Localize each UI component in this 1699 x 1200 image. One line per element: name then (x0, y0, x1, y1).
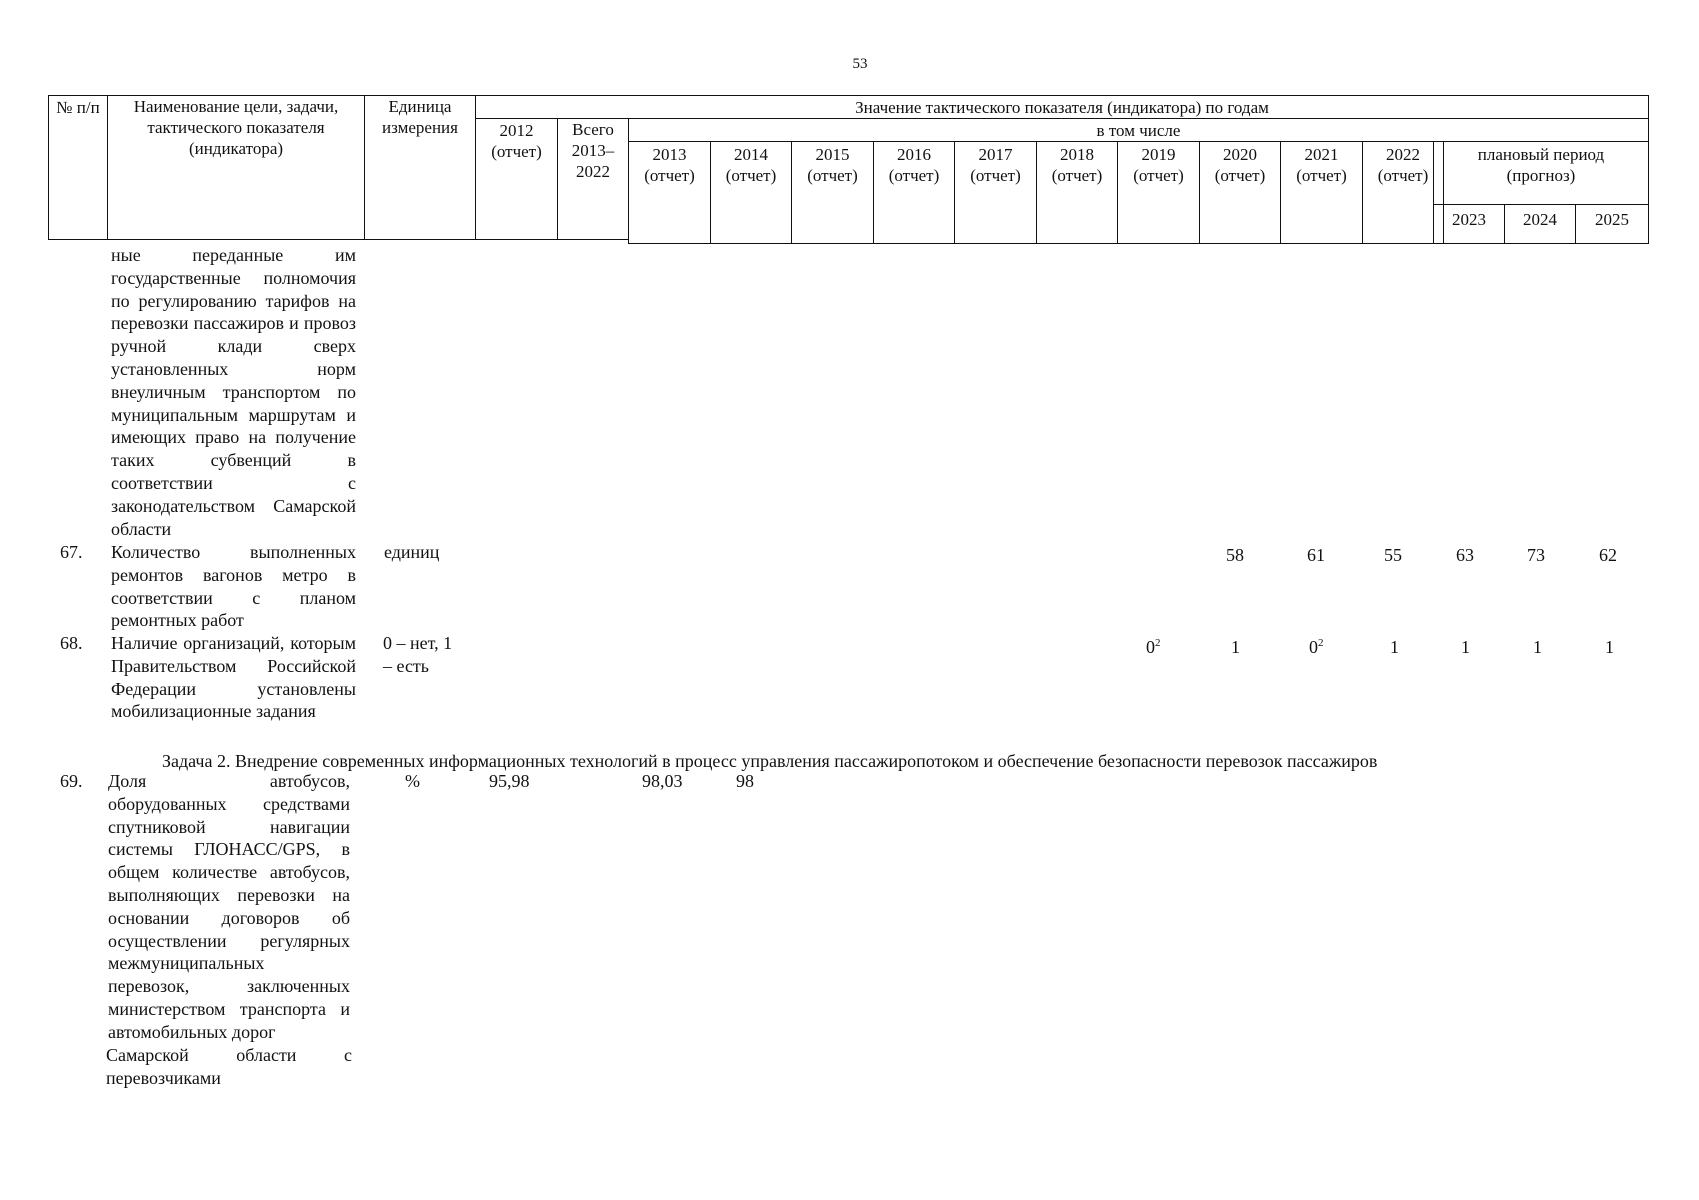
value-2021: 61 (1307, 545, 1325, 565)
row-name: Количество выполненных ремонтов вагонов метро в соответствии с планом ремонтных работ (111, 542, 356, 631)
value-2025: 62 (1599, 545, 1617, 565)
header-year-2012 (475, 118, 558, 240)
value-2021 (1309, 636, 1324, 658)
year-2012-note: (отчет) (491, 142, 542, 161)
row-number: 69. (60, 771, 83, 791)
header-year-2013 (628, 141, 711, 244)
row-unit: % (405, 771, 420, 791)
year-note: (отчет) (1133, 166, 1184, 185)
year-note: (отчет) (1296, 166, 1347, 185)
year-note: (отчет) (970, 166, 1021, 185)
value-2022: 1 (1390, 637, 1399, 657)
year-note: (отчет) (644, 166, 695, 185)
header-plan-period: плановый период (прогноз) (1433, 141, 1649, 205)
header-plan-2025: 2025 (1575, 204, 1649, 244)
year-note: (отчет) (807, 166, 858, 185)
header-year-2021 (1280, 141, 1363, 244)
task-2-title: Задача 2. Внедрение современных информационных технологий в процесс управления пассажиропотоком и обеспечение безопасности перевозок пассажиров (162, 751, 1378, 771)
row-name-continuation: Самарской области с перевозчиками (106, 1045, 352, 1088)
year-label: 2014 (734, 145, 768, 164)
header-including: в том числе (628, 118, 1649, 142)
header-year-2020 (1199, 141, 1281, 244)
value-2023: 1 (1461, 637, 1470, 657)
header-col-values: Значение тактического показателя (индикатора) по годам (475, 95, 1649, 119)
continuation-text: ные переданные им государственные полномочия по регулированию тарифов на перевозки пассажиров и провоз ручной клади сверх установленных норм внеуличным транспортом по муниципальным маршрутам и имеющих право на получение таких субвенций в соответствии с законодательством Самарской области (111, 245, 356, 539)
row-name: Наличие организаций, которым Правительством Российской Федерации установлены мобилизационные задания (111, 633, 356, 722)
value-2019 (1146, 636, 1161, 658)
header-year-2022 (1362, 141, 1444, 244)
header-year-2015 (791, 141, 874, 244)
row-unit: 0 – нет, 1 – есть (383, 633, 453, 676)
year-label: 2013 (652, 145, 687, 164)
value-2013: 98,03 (642, 771, 683, 791)
footnote-mark: 2 (1318, 637, 1324, 649)
header-year-2018 (1036, 141, 1118, 244)
value-2025: 1 (1605, 637, 1614, 657)
year-label: 2020 (1223, 145, 1257, 164)
value-2022: 55 (1384, 545, 1402, 565)
value-2012: 95,98 (489, 771, 530, 791)
row-number: 68. (60, 633, 83, 653)
year-label: 2016 (897, 145, 931, 164)
value-2014: 98 (736, 771, 754, 791)
header-year-2014 (710, 141, 792, 244)
row-unit: единиц (384, 542, 440, 562)
header-col-name: Наименование цели, задачи, тактического показателя (индикатора) (107, 95, 365, 240)
header-year-2017 (954, 141, 1037, 244)
header-plan-2023: 2023 (1433, 204, 1505, 244)
header-total: Всего 2013–2022 (557, 118, 629, 240)
year-note: (отчет) (888, 166, 940, 185)
year-label: 2018 (1060, 145, 1094, 164)
year-label: 2015 (815, 145, 850, 164)
value-2020: 58 (1226, 545, 1244, 565)
value-2023: 63 (1456, 545, 1474, 565)
value-2019-main: 0 (1146, 637, 1155, 657)
page-number: 53 (852, 56, 868, 72)
year-note: (отчет) (1214, 166, 1266, 185)
footnote-mark: 2 (1155, 637, 1161, 649)
year-label: 2019 (1141, 145, 1176, 164)
year-label: 2022 (1386, 145, 1420, 164)
year-2012-label: 2012 (499, 121, 534, 140)
year-note: (отчет) (1377, 166, 1429, 185)
year-label: 2021 (1304, 145, 1339, 164)
year-note: (отчет) (725, 166, 777, 185)
row-name: Доля автобусов, оборудованных средствами спутниковой навигации системы ГЛОНАСС/GPS, в общем количестве автобусов, выполняющих перевозки на основании договоров об осуществлении регулярных межмуниципальных перевозок, заключенных министерством транспорта и автомобильных дорог (108, 771, 350, 1042)
header-year-2019 (1117, 141, 1200, 244)
year-note: (отчет) (1051, 166, 1103, 185)
header-plan-2024: 2024 (1504, 204, 1576, 244)
value-2024: 73 (1527, 545, 1545, 565)
value-2024: 1 (1533, 637, 1542, 657)
value-2020: 1 (1231, 637, 1240, 657)
year-label: 2017 (978, 145, 1013, 164)
row-number: 67. (60, 542, 83, 562)
header-col-no: № п/п (48, 95, 108, 240)
value-2021-main: 0 (1309, 637, 1318, 657)
header-col-unit: Единица измерения (364, 95, 476, 240)
header-year-2016 (873, 141, 955, 244)
